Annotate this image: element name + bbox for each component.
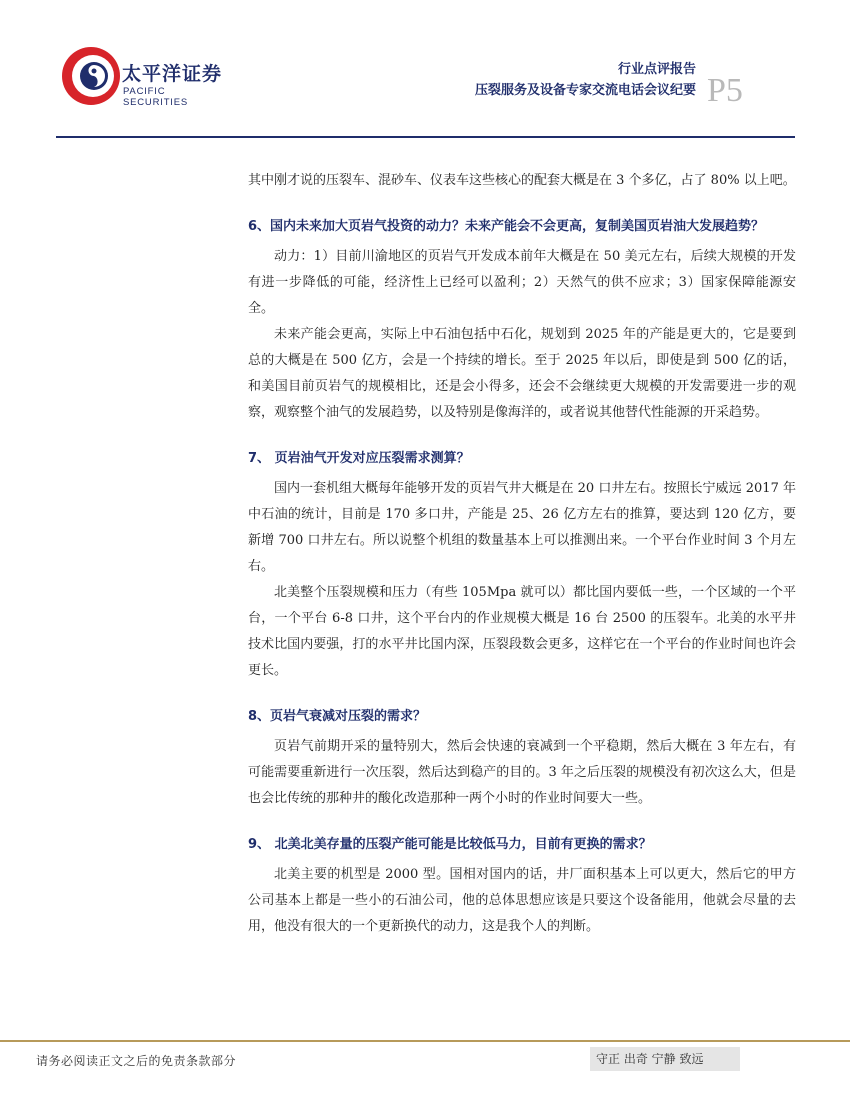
question-6-heading: 6、国内未来加大页岩气投资的动力？未来产能会不会更高，复制美国页岩油大发展趋势？ (248, 219, 765, 234)
intro-paragraph: 其中刚才说的压裂车、混砂车、仪表车这些核心的配套大概是在 3 个多亿，占了 80% 以上吧。 (248, 173, 796, 188)
footer-slogan: 守正 出奇 宁静 致远 (596, 1052, 704, 1066)
question-8-paragraph: 页岩气前期开采的量特别大，然后会快速的衰减到一个平稳期，然后大概在 3 年左右，有可能需要重新进行一次压裂，然后达到稳产的目的。3 年之后压裂的规模没有初次这么大，但是也会比传统的那种井的酸化改造那种一两个小时的作业时间要大一些。 (248, 739, 796, 806)
page-number: P5 (707, 72, 743, 109)
pacific-securities-logo-icon (60, 45, 122, 107)
logo-english-name: PACIFIC SECURITIES (123, 86, 189, 108)
report-title: 压裂服务及设备专家交流电话会议纪要 (474, 83, 696, 98)
company-logo (60, 45, 230, 115)
document-body (248, 168, 796, 940)
question-9-paragraph: 北美主要的机型是 2000 型。国相对国内的话，井厂面积基本上可以更大，然后它的甲方公司基本上都是一些小的石油公司，他的总体思想应该是只要这个设备能用，他就会尽量的去用，他没有很大的一个更新换代的动力，这是我个人的判断。 (248, 867, 796, 934)
logo-chinese-name: 太平洋证券 (122, 63, 223, 85)
page-header (0, 0, 850, 140)
question-7-paragraph: 国内一套机组大概每年能够开发的页岩气井大概是在 20 口井左右。按照长宁威远 2017 年中石油的统计，目前是 170 多口井，产能是 25、26 亿方左右的推算，要达到 120 亿方，要新增 700 口井左右。所以说整个机组的数量基本上可以推测出来。一个平台作业时间 3 个月左右。 (248, 481, 796, 574)
question-6-paragraph: 未来产能会更高，实际上中石油包括中石化，规划到 2025 年的产能是更大的，它是要到总的大概是在 500 亿方，会是一个持续的增长。至于 2025 年以后，即使是到 500 亿的话，和美国目前页岩气的规模相比，还是会小得多，还会不会继续更大规模的开发需要进一步的观察，观察整个油气的发展趋势，以及特别是像海洋的，或者说其他替代性能源的开采趋势。 (248, 327, 796, 420)
footer-divider (0, 1040, 850, 1042)
question-9-heading: 9、 北美北美存量的压裂产能可能是比较低马力，目前有更换的需求？ (248, 837, 652, 852)
footer-slogan-box (590, 1047, 740, 1071)
question-7-heading: 7、 页岩油气开发对应压裂需求测算？ (248, 451, 470, 466)
header-divider (56, 136, 795, 138)
question-8-heading: 8、页岩气衰减对压裂的需求？ (248, 709, 427, 724)
question-7-paragraph: 北美整个压裂规模和压力（有些 105Mpa 就可以）都比国内要低一些，一个区域的一个平台，一个平台 6-8 口井，这个平台内的作业规模大概是 16 台 2500 的压裂车。北美的水平井技术比国内要强，打的水平井比国内深，压裂段数会更多，这样它在一个平台的作业时间也许会更长。 (248, 585, 796, 678)
report-type: 行业点评报告 (617, 62, 696, 77)
footer-disclaimer: 请务必阅读正文之后的免责条款部分 (36, 1054, 237, 1068)
question-6-paragraph: 动力：1）目前川渝地区的页岩气开发成本前年大概是在 50 美元左右，后续大规模的开发有进一步降低的可能，经济性上已经可以盈利；2）天然气的供不应求；3）国家保障能源安全。 (248, 249, 796, 316)
